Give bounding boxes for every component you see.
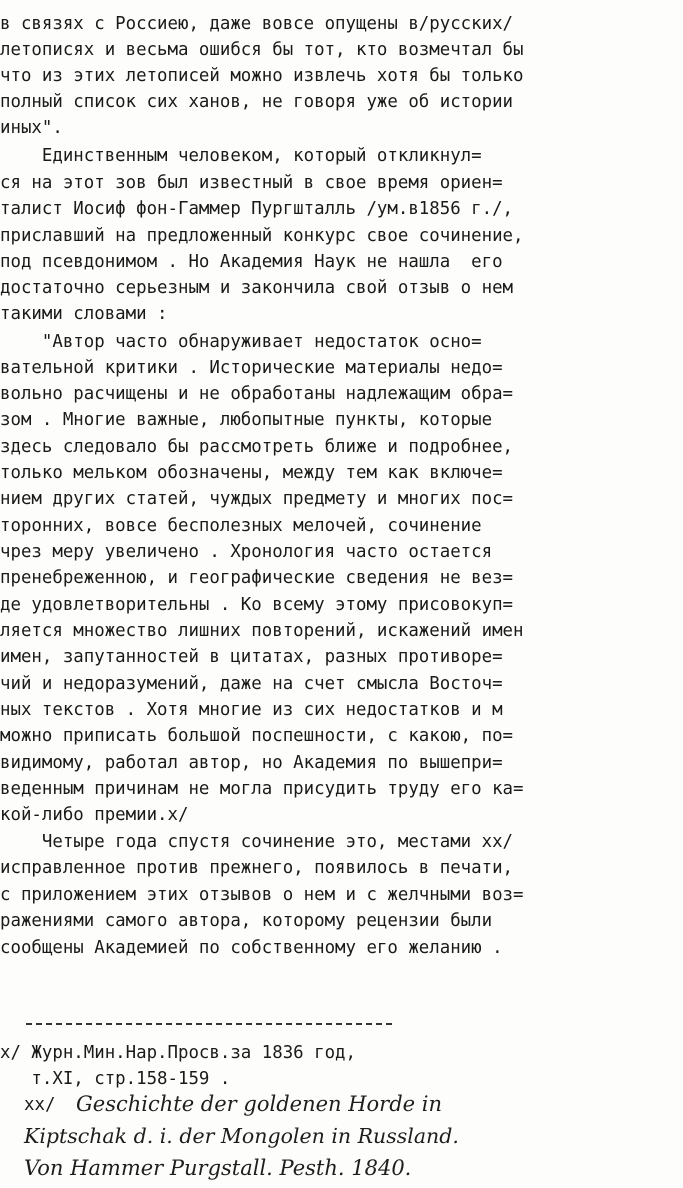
text-line: веденным причинам не могла присудить труду его ка=: [0, 779, 524, 799]
text-line: летописях и весьма ошибся бы тот, кто возмечтал бы: [0, 40, 524, 60]
text-line: "Автор часто обнаруживает недостаток осно=: [0, 332, 482, 352]
text-line: чий и недоразумений, даже на счет смысла Восточ=: [0, 674, 503, 694]
text-line: иных".: [0, 118, 63, 138]
text-line: пренебреженною, и географические сведения не вез=: [0, 568, 514, 588]
text-line: здесь следовало бы рассмотреть ближе и подробнее,: [0, 437, 514, 457]
text-line: имен, запутанностей в цитатах, разных противоре=: [0, 647, 503, 667]
text-line: вательной критики . Исторические материалы недо=: [0, 358, 503, 378]
handwritten-line: Von Hammer Purgstall. Pesth. 1840.: [24, 1156, 412, 1180]
text-line: зом . Многие важные, любопытные пункты, которые: [0, 410, 493, 430]
text-line: ражениями самого автора, которому рецензии были: [0, 911, 493, 931]
footnote-line: x/ Журн.Мин.Нар.Просв.за 1836 год,: [0, 1043, 356, 1063]
text-line: приславший на предложенный конкурс свое сочинение,: [0, 226, 524, 246]
text-line: полный список сих ханов, не говоря уже об истории: [0, 92, 514, 112]
text-line: Четыре года спустя сочинение это, местами xx/: [0, 832, 514, 852]
text-line: чрез меру увеличено . Хронология часто остается: [0, 542, 493, 562]
text-line: видимому, работал автор, но Академия по вышепри=: [0, 753, 503, 773]
handwritten-line: Kiptschak d. i. der Mongolen in Russland.: [24, 1124, 459, 1148]
text-line: вольно расчищены и не обработаны надлежащим обра=: [0, 384, 514, 404]
text-line: сообщены Академией по собственному его желанию .: [0, 938, 503, 958]
text-line: что из этих летописей можно извлечь хотя бы только: [0, 66, 524, 86]
text-line: кой-либо премии.x/: [0, 805, 189, 825]
text-line: де удовлетворительны . Ко всему этому присовокуп=: [0, 595, 514, 615]
text-line: только мельком обозначены, между тем как включе=: [0, 463, 503, 483]
text-line: ляется множество лишних повторений, искажений имен: [0, 621, 524, 641]
text-line: под псевдонимом . Но Академия Наук не нашла его: [0, 252, 503, 272]
text-line: Единственным человеком, который откликнул=: [0, 146, 482, 166]
text-line: такими словами :: [0, 304, 168, 324]
handwritten-line: Geschichte der goldenen Horde in: [76, 1092, 443, 1116]
text-line: достаточно серьезным и закончила свой отзыв о нем: [0, 278, 514, 298]
text-line: ных текстов . Хотя многие из сих недостатков и м: [0, 700, 503, 720]
text-line: торонних, вовсе бесполезных мелочей, сочинение: [0, 516, 482, 536]
text-line: ся на этот зов был известный в свое время ориен=: [0, 173, 503, 193]
text-line: талист Иосиф фон-Гаммер Пургшталль /ум.в1856 г./,: [0, 199, 514, 219]
footnote-line: т.XI, стр.158-159 .: [0, 1069, 231, 1089]
footnote-separator: [26, 1023, 392, 1025]
text-line: в связях с Россиею, даже вовсе опущены в/русских/: [0, 14, 514, 34]
text-line: исправленное против прежнего, появилось в печати,: [0, 858, 514, 878]
text-line: с приложением этих отзывов о нем и с желчными воз=: [0, 885, 524, 905]
text-line: нием других статей, чуждых предмету и многих пос=: [0, 489, 514, 509]
footnote-marker: xx/: [24, 1095, 56, 1115]
text-line: можно приписать большой поспешности, с какою, по=: [0, 726, 514, 746]
